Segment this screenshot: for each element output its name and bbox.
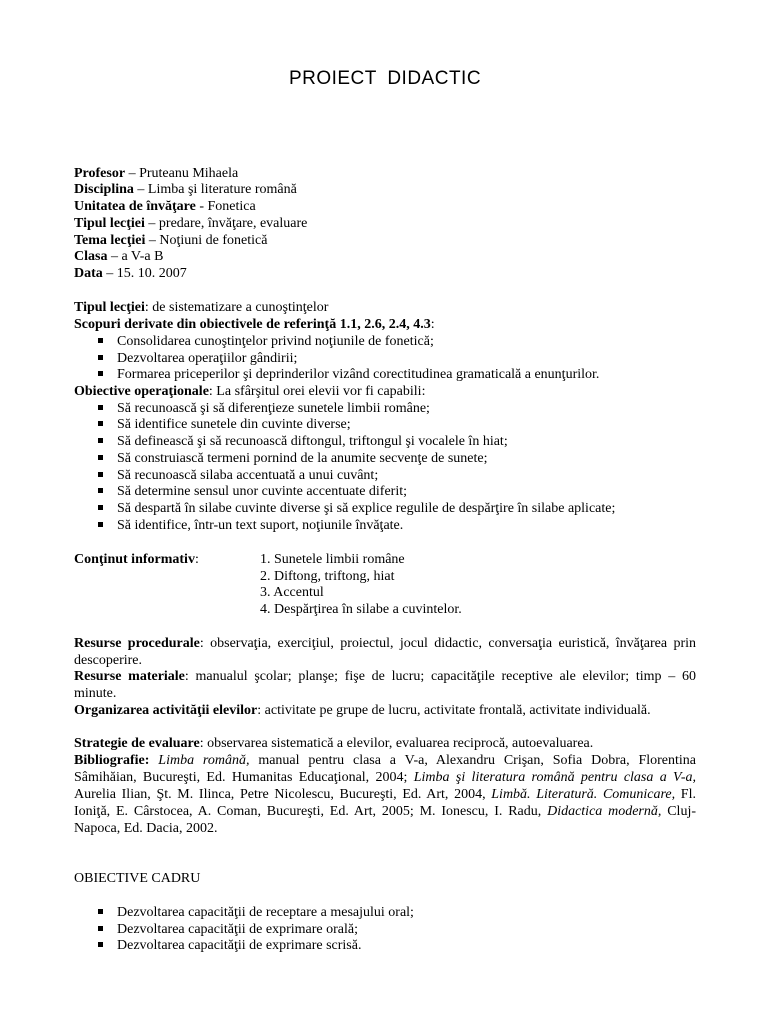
list-item-text: Să despartă în silabe cuvinte diverse şi să explice regulile de despărţire în silabe aplicate; bbox=[117, 501, 616, 516]
bullet-icon bbox=[98, 438, 103, 443]
data-label: Data bbox=[74, 266, 103, 281]
list-item-text: Să identifice, într-un text suport, noţiunile învăţate. bbox=[117, 518, 404, 533]
unitatea-label: Unitatea de învăţare bbox=[74, 199, 196, 214]
tema-line bbox=[74, 232, 267, 249]
list-item: 1. Sunetele limbii române bbox=[260, 552, 405, 567]
unitatea-value: - Fonetica bbox=[195, 199, 256, 214]
list-item-text: Să construiască termeni pornind de la anumite secvenţe de sunete; bbox=[117, 451, 488, 466]
list-item bbox=[98, 416, 351, 433]
tipul2-value: : de sistematizare a cunoştinţelor bbox=[144, 300, 329, 315]
tema-label: Tema lecţiei bbox=[74, 233, 146, 248]
list-item: 2. Diftong, triftong, hiat bbox=[260, 569, 395, 584]
bib-text-4: Cluj- Napoca, Ed. Dacia, 2002. bbox=[74, 804, 696, 836]
materiale-value: : manualul şcolar; planşe; fişe de lucru; capacităţile receptive ale elevilor; timp – 60 minute. bbox=[74, 669, 696, 701]
strategie-value: : observarea sistematică a elevilor, evaluarea reciprocă, autoevaluarea. bbox=[199, 736, 594, 751]
list-item-text: Dezvoltarea capacităţii de exprimare scrisă. bbox=[117, 938, 362, 953]
list-item bbox=[98, 433, 508, 450]
bullet-icon bbox=[98, 505, 103, 510]
list-item bbox=[98, 517, 403, 534]
bullet-icon bbox=[98, 488, 103, 493]
tipul2-label: Tipul lecţiei bbox=[74, 300, 145, 315]
list-item-text: Dezvoltarea capacităţii de receptare a mesajului oral; bbox=[117, 905, 414, 920]
bibliografie-label: Bibliografie: bbox=[74, 753, 150, 768]
page-title: PROIECT DIDACTIC bbox=[288, 68, 482, 89]
bullet-icon bbox=[98, 942, 103, 947]
bullet-icon bbox=[98, 421, 103, 426]
disciplina-line bbox=[74, 181, 297, 198]
obiective-value: : La sfârşitul orei elevii vor fi capabili: bbox=[208, 384, 426, 399]
list-item: 4. Despărţirea în silabe a cuvintelor. bbox=[260, 602, 462, 617]
list-item-text: Consolidarea cunoştinţelor privind noţiunile de fonetică; bbox=[117, 334, 434, 349]
list-item bbox=[98, 450, 487, 467]
bullet-icon bbox=[98, 909, 103, 914]
disciplina-value: – Limba şi literature română bbox=[133, 182, 297, 197]
list-item bbox=[98, 400, 430, 417]
list-item bbox=[98, 937, 361, 954]
bullet-icon bbox=[98, 338, 103, 343]
list-item bbox=[98, 904, 414, 921]
list-item-text: Dezvoltarea capacităţii de exprimare orală; bbox=[117, 922, 358, 937]
bib-title-3: Limbă. Literatură. Comunicare, bbox=[491, 787, 676, 802]
data-line bbox=[74, 265, 187, 282]
list-item-text: Să recunoască silaba accentuată a unui cuvânt; bbox=[117, 468, 379, 483]
organizarea-value: : activitate pe grupe de lucru, activitate frontală, activitate individuală. bbox=[257, 703, 651, 718]
tipul-line bbox=[74, 215, 307, 232]
procedurale-value: : observaţia, exerciţiul, proiectul, jocul didactic, conversaţia euristică, învăţarea prin descoperire. bbox=[74, 636, 696, 668]
profesor-value: – Pruteanu Mihaela bbox=[125, 166, 239, 181]
strategie-label: Strategie de evaluare bbox=[74, 736, 200, 751]
continut-line bbox=[74, 551, 199, 568]
continut-colon: : bbox=[194, 552, 199, 567]
bib-text-3: Fl. Ioniţă, E. Cârstocea, A. Coman, Bucureşti, Ed. Art, 2005; M. Ionescu, I. Radu, bbox=[74, 787, 696, 819]
strategie bbox=[74, 735, 593, 752]
procedurale-label: Resurse procedurale bbox=[74, 636, 200, 651]
clasa-line bbox=[74, 248, 163, 265]
list-item-text: Dezvoltarea operaţiilor gândirii; bbox=[117, 351, 298, 366]
materiale-label: Resurse materiale bbox=[74, 669, 185, 684]
list-item-text: Să identifice sunetele din cuvinte diverse; bbox=[117, 417, 351, 432]
bib-text-1: manual pentru clasa a V-a, Alexandru Crişan, Sofia Dobra, Florentina Sâmihăian, Bucureşti, Ed. Humanitas Educaţional, 2004; bbox=[74, 753, 696, 785]
resurse-materiale bbox=[74, 668, 696, 702]
bullet-icon bbox=[98, 472, 103, 477]
bullet-icon bbox=[98, 371, 103, 376]
bib-title-4: Didactica modernă, bbox=[547, 804, 662, 819]
data-value: – 15. 10. 2007 bbox=[102, 266, 187, 281]
list-item-text: Să definească şi să recunoască diftongul, triftongul şi vocalele în hiat; bbox=[117, 434, 508, 449]
list-item-text: Formarea priceperilor şi deprinderilor vizând corectitudinea gramaticală a enunţurilor. bbox=[117, 367, 600, 382]
bullet-icon bbox=[98, 455, 103, 460]
bibliografie bbox=[74, 752, 696, 837]
profesor-line bbox=[74, 165, 238, 182]
tema-value: – Noţiuni de fonetică bbox=[145, 233, 268, 248]
bib-title-1: Limba română, bbox=[149, 753, 250, 768]
scopuri-label: Scopuri derivate din obiectivele de referinţă 1.1, 2.6, 2.4, 4.3 bbox=[74, 317, 431, 332]
list-item-text: Să recunoască şi să diferenţieze sunetele limbii române; bbox=[117, 401, 430, 416]
bib-text-2: Aurelia Ilian, Şt. M. Ilinca, Petre Nicolescu, Bucureşti, Ed. Art, 2004, bbox=[74, 787, 492, 802]
obiective-label: Obiective operaţionale bbox=[74, 384, 209, 399]
bullet-icon bbox=[98, 405, 103, 410]
list-item-text: Să determine sensul unor cuvinte accentuate diferit; bbox=[117, 484, 408, 499]
organizarea-label: Organizarea activităţii elevilor bbox=[74, 703, 258, 718]
list-item bbox=[98, 333, 434, 350]
bullet-icon bbox=[98, 926, 103, 931]
list-item: 3. Accentul bbox=[260, 585, 324, 600]
tipul-label: Tipul lecţiei bbox=[74, 216, 145, 231]
bullet-icon bbox=[98, 355, 103, 360]
cadru-heading: OBIECTIVE CADRU bbox=[74, 871, 201, 886]
unitatea-line bbox=[74, 198, 256, 215]
resurse-procedurale bbox=[74, 635, 696, 669]
bullet-icon bbox=[98, 522, 103, 527]
list-item bbox=[98, 500, 615, 517]
obiective-line bbox=[74, 383, 425, 400]
scopuri-line bbox=[74, 316, 435, 333]
list-item bbox=[98, 921, 358, 938]
bib-title-2: Limba şi literatura română pentru clasa a V-a, bbox=[413, 770, 696, 785]
continut-label: Conţinut informativ bbox=[74, 552, 195, 567]
clasa-label: Clasa bbox=[74, 249, 108, 264]
tipul-value: – predare, învăţare, evaluare bbox=[144, 216, 308, 231]
list-item bbox=[98, 483, 407, 500]
profesor-label: Profesor bbox=[74, 166, 126, 181]
list-item bbox=[98, 350, 297, 367]
disciplina-label: Disciplina bbox=[74, 182, 134, 197]
scopuri-colon: : bbox=[430, 317, 435, 332]
list-item bbox=[98, 467, 378, 484]
organizarea bbox=[74, 702, 696, 719]
list-item bbox=[98, 366, 599, 383]
tipul2-line bbox=[74, 299, 328, 316]
clasa-value: – a V-a B bbox=[107, 249, 164, 264]
